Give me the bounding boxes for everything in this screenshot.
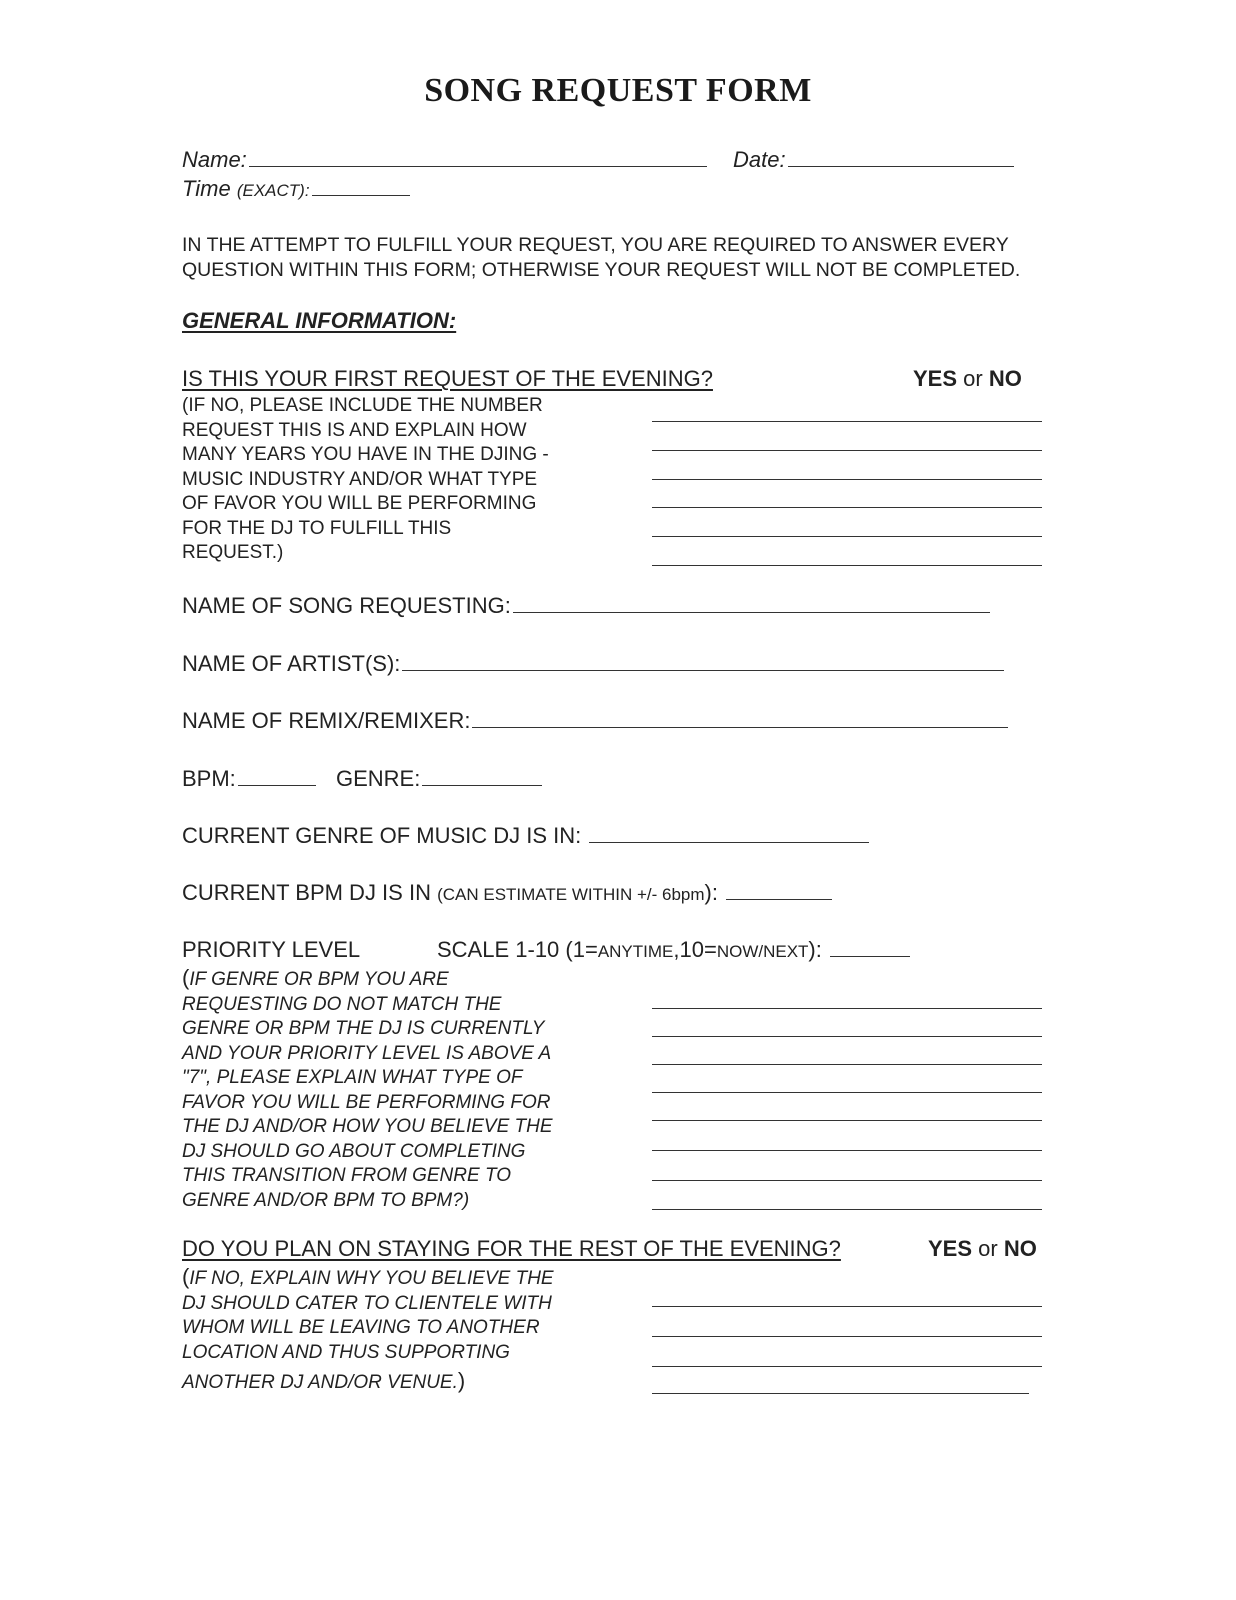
explain-line: AND YOUR PRIORITY LEVEL IS ABOVE A [182,1042,552,1064]
answer-line[interactable] [652,479,1042,480]
bpm-field[interactable] [182,766,316,792]
explain-text: IF GENRE OR BPM YOU ARE [189,969,449,990]
name-label: Name: [182,147,247,172]
section-heading: GENERAL INFORMATION: [182,308,457,333]
explain-line: DJ SHOULD GO ABOUT COMPLETING [182,1140,526,1162]
explain-line: MANY YEARS YOU HAVE IN THE DJING - [182,444,549,465]
explain-text: ANOTHER DJ AND/OR VENUE. [182,1372,458,1393]
scale-comma: ,10= [673,937,717,962]
current-genre-blank[interactable] [589,841,869,843]
scale-end: ): [808,937,822,962]
bpm-blank[interactable] [238,784,316,786]
artist-blank[interactable] [402,669,1004,671]
answer-line[interactable] [652,1092,1042,1093]
current-bpm-blank[interactable] [726,898,832,900]
explain-line: REQUEST THIS IS AND EXPLAIN HOW [182,419,527,441]
genre-label: GENRE: [336,766,421,791]
artist-field[interactable] [182,651,1004,677]
notice-line-2: QUESTION WITHIN THIS FORM; OTHERWISE YOUR REQUEST WILL NOT BE COMPLETED. [182,258,1021,281]
name-field[interactable] [182,147,707,173]
no-option[interactable]: NO [1003,1236,1037,1261]
current-bpm-end: ): [704,880,718,905]
answer-line[interactable] [652,1008,1042,1009]
song-name-label: NAME OF SONG REQUESTING: [182,593,511,618]
bpm-label: BPM: [182,766,236,791]
answer-line[interactable] [652,1393,1029,1394]
staying-options[interactable] [928,1236,1037,1262]
staying-explain [182,1265,554,1396]
genre-blank[interactable] [422,784,542,786]
time-sublabel: (EXACT): [236,181,310,200]
explain-line: ANOTHER DJ AND/OR VENUE.) [182,1368,466,1393]
page-title: SONG REQUEST FORM [424,72,812,109]
current-genre-field[interactable] [182,823,869,849]
current-genre-label: CURRENT GENRE OF MUSIC DJ IS IN: [182,823,582,848]
priority-scale-field[interactable] [437,937,910,963]
time-label: Time [182,176,231,201]
explain-line: OF FAVOR YOU WILL BE PERFORMING [182,493,537,514]
notice-line-1: IN THE ATTEMPT TO FULFILL YOUR REQUEST, YOU ARE REQUIRED TO ANSWER EVERY [182,234,1009,256]
date-label: Date: [733,147,786,172]
explain-line: (IF GENRE OR BPM YOU ARE [182,965,449,990]
answer-line[interactable] [652,450,1042,451]
genre-field[interactable] [336,766,542,792]
explain-line: REQUEST.) [182,542,284,563]
priority-blank[interactable] [830,955,910,957]
time-blank[interactable] [312,194,410,196]
scale-anytime: ANYTIME [597,942,674,961]
artist-label: NAME OF ARTIST(S): [182,651,401,676]
date-blank[interactable] [788,165,1014,167]
answer-line[interactable] [652,565,1042,566]
answer-line[interactable] [652,1336,1042,1337]
explain-line: FAVOR YOU WILL BE PERFORMING FOR [182,1091,551,1113]
current-bpm-label: CURRENT BPM DJ IS IN [182,880,431,905]
answer-line[interactable] [652,1036,1042,1037]
explain-line: WHOM WILL BE LEAVING TO ANOTHER [182,1317,540,1338]
or-text: or [963,366,983,391]
explain-line: REQUESTING DO NOT MATCH THE [182,993,502,1015]
explain-line: DJ SHOULD CATER TO CLIENTELE WITH [182,1292,552,1314]
staying-question: DO YOU PLAN ON STAYING FOR THE REST OF THE EVENING? [182,1236,841,1261]
date-field[interactable] [733,147,1014,173]
first-request-question: IS THIS YOUR FIRST REQUEST OF THE EVENING? [182,366,713,391]
time-field[interactable] [182,176,410,202]
answer-line[interactable] [652,1209,1042,1210]
answer-line[interactable] [652,1064,1042,1065]
scale-text: SCALE 1-10 (1= [437,937,598,962]
answer-line[interactable] [652,507,1042,508]
scale-now: NOW/NEXT [716,942,809,961]
answer-line[interactable] [652,1306,1042,1307]
answer-line[interactable] [652,536,1042,537]
explain-line: FOR THE DJ TO FULFILL THIS [182,517,452,539]
no-option[interactable]: NO [988,366,1022,391]
priority-explain [182,966,553,1213]
remix-label: NAME OF REMIX/REMIXER: [182,708,471,733]
name-blank[interactable] [249,165,707,167]
current-bpm-field[interactable] [182,880,832,906]
explain-line: THIS TRANSITION FROM GENRE TO [182,1165,511,1186]
first-request-explain [182,394,549,566]
answer-line[interactable] [652,421,1042,422]
explain-line: MUSIC INDUSTRY AND/OR WHAT TYPE [182,468,538,490]
remix-field[interactable] [182,708,1008,734]
explain-line: (IF NO, PLEASE INCLUDE THE NUMBER [182,395,543,416]
current-bpm-note: (CAN ESTIMATE WITHIN +/- 6bpm [437,885,705,904]
explain-line: THE DJ AND/OR HOW YOU BELIEVE THE [182,1116,553,1137]
answer-line[interactable] [652,1180,1042,1181]
explain-line: "7", PLEASE EXPLAIN WHAT TYPE OF [182,1067,523,1088]
explain-line: GENRE AND/OR BPM TO BPM?) [182,1189,470,1211]
explain-line: GENRE OR BPM THE DJ IS CURRENTLY [182,1018,545,1039]
yes-option[interactable]: YES [928,1236,973,1261]
yes-option[interactable]: YES [913,366,958,391]
explain-line: (IF NO, EXPLAIN WHY YOU BELIEVE THE [182,1264,554,1289]
or-text: or [978,1236,998,1261]
answer-line[interactable] [652,1150,1042,1151]
explain-line: LOCATION AND THUS SUPPORTING [182,1341,510,1363]
first-request-options[interactable] [913,366,1022,392]
answer-line[interactable] [652,1366,1042,1367]
priority-label: PRIORITY LEVEL [182,937,361,962]
song-name-field[interactable] [182,593,990,619]
explain-text: IF NO, EXPLAIN WHY YOU BELIEVE THE [189,1268,554,1289]
song-name-blank[interactable] [513,611,990,613]
answer-line[interactable] [652,1120,1042,1121]
notice-paragraph [182,233,1020,282]
remix-blank[interactable] [472,726,1008,728]
